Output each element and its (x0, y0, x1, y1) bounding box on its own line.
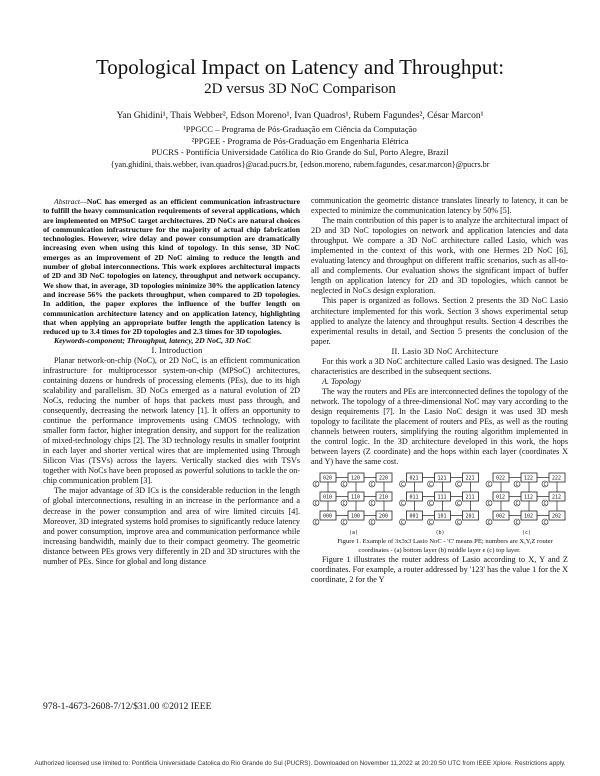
pe-label: C (401, 501, 405, 508)
router-address: 201 (465, 513, 475, 520)
router-address: 111 (437, 494, 447, 501)
section-heading: II. Lasio 3D NoC Architecture (391, 346, 499, 356)
abstract (43, 197, 300, 336)
router-address: 100 (351, 513, 361, 520)
isbn-footer: 978-1-4673-2608-7/12/$31.00 ©2012 IEEE (43, 701, 212, 712)
pe-label: C (370, 482, 374, 489)
pe-label: C (457, 482, 461, 489)
section-heading: I. Introduction (151, 345, 203, 355)
router-address: 101 (437, 513, 447, 520)
router-address: 000 (323, 513, 333, 520)
subsection-heading: A. Topology (322, 376, 361, 386)
router-address: 020 (323, 475, 333, 482)
affiliation-line: ¹PPGCC – Programa de Pós-Graduação em Ciência da Computação (183, 124, 417, 134)
router-address: 121 (437, 475, 447, 482)
pe-label: C (370, 520, 374, 527)
router-address: 010 (323, 494, 333, 501)
body-paragraph: For this work a 3D NoC architecture called Lasio was designed. The Lasio characteristics are described in the subsequent sections. (311, 356, 568, 376)
body-paragraph: This paper is organized as follows. Section 2 presents the 3D NoC Lasio architecture implemented for this work. Section 3 shows experimental setup applied to analyze the latency and throughput results. Section 4 describes the experimental results in detail, and Section 5 presents the conclusion of the paper. (311, 296, 568, 346)
router-address: 221 (465, 475, 475, 482)
pe-label: C (401, 520, 405, 527)
pe-label: C (429, 482, 433, 489)
author-list: Yan Ghidini¹, Thais Webber², Edson Moreno¹, Ivan Quadros¹, Rubem Fagundes², César Marcon¹ (116, 111, 484, 121)
panel-label: (a) (349, 530, 359, 537)
router-address: 222 (552, 475, 562, 482)
pe-label: C (457, 520, 461, 527)
affiliation-line: PUCRS - Pontifícia Universidade Católica do Rio Grande do Sul, Porto Alegre, Brazil (151, 147, 449, 157)
router-address: 220 (379, 475, 389, 482)
panel-label: (c) (522, 530, 532, 537)
noc-diagram (311, 470, 568, 536)
pe-label: C (429, 501, 433, 508)
pe-label: C (487, 520, 491, 527)
pe-label: C (457, 501, 461, 508)
figure-panel (486, 473, 565, 536)
figure-panel (400, 473, 479, 536)
figure-lasio-topology (311, 470, 568, 536)
panel-label: (b) (435, 530, 445, 537)
router-address: 001 (409, 513, 419, 520)
paper-subtitle: 2D versus 3D NoC Comparison (204, 81, 396, 97)
pe-label: C (543, 501, 547, 508)
router-address: 011 (409, 494, 419, 501)
body-paragraph: The major advantage of 3D ICs is the considerable reduction in the length of global interconnections, resulting in an increase in the performance and a decrease in the power consumption and area of wire limited circuits [4]. Moreover, 3D integrated systems hold promises to significantly reduce latency and power consumption, improve area and communication performance while increasing bandwidth, mainly due to their compact geometry. The geometric distance between PEs grows very differently in 2D and 3D structures with the number of PEs. Since for global and long distance (43, 486, 300, 566)
abstract-text: NoC has emerged as an efficient communication infrastructure to fulfill the heavy communication requirements of several applications, which are implemented on MPSoC target architectures. 2D NoCs are natural choices of communication infrastructure for the majority of actual chip fabrication technologies. However, wire delay and power consumption are dramatically increasing even when using this kind of topology. In this sense, 3D NoC emerges as an improvement of 2D NoC aiming to reduce the length and number of global interconnections. This work explores architectural impacts of 2D and 3D NoC topologies on latency, throughput and network occupancy. We show that, in average, 3D topologies minimize 30% the application latency and increase 56% the packets throughput, when compared to 2D topologies. In addition, the paper explores the influence of the buffer length on communication architecture latency and on application latency, highlighting that when applying an appropriate buffer length the application latency is reduced up to 3.4 times for 2D topologies and 2.3 times for 3D topologies. (43, 197, 300, 337)
router-address: 122 (524, 475, 534, 482)
pe-label: C (314, 501, 318, 508)
keywords: Keywords-component; Throughput, latency, 2D NoC, 3D NoC (54, 336, 251, 346)
left-column (43, 197, 300, 567)
author-emails: {yan.ghidini, thais.webber, ivan.quadros}@acad.pucrs.br, {edson.moreno, rubem.fagundes, cesar.marcon}@pucrs.br (110, 159, 490, 169)
body-paragraph: communication the geometric distance translates linearly to latency, it can be expected to minimize the communication latency by 50% [5]. (311, 196, 568, 216)
router-address: 002 (496, 513, 506, 520)
figure-panel (313, 473, 392, 536)
pe-label: C (543, 482, 547, 489)
pe-label: C (401, 482, 405, 489)
body-paragraph: Figure 1 illustrates the router address of Lasio according to X, Y and Z coordinates. For example, a router addressed by '123' has the value 1 for the X coordinate, 2 for the Y (311, 554, 568, 584)
pe-label: C (342, 520, 346, 527)
pe-label: C (543, 520, 547, 527)
router-address: 102 (524, 513, 534, 520)
router-address: 120 (351, 475, 361, 482)
router-address: 021 (409, 475, 419, 482)
pe-label: C (515, 501, 519, 508)
router-address: 022 (496, 475, 506, 482)
figure-caption: Figure 1. Example of 3x3x3 Lasio NoC - 'C' means PE; numbers are X,Y,Z router coordinates - (a) bottom layer (b) middle layer e (c) top layer. (337, 538, 553, 554)
right-column (311, 196, 568, 585)
pe-label: C (314, 482, 318, 489)
router-address: 212 (552, 494, 562, 501)
router-address: 110 (351, 494, 361, 501)
pe-label: C (429, 520, 433, 527)
affiliation-line: ²PPGEE - Programa de Pós-Graduação em Engenharia Elétrica (191, 135, 409, 146)
router-address: 211 (465, 494, 475, 501)
router-address: 202 (552, 513, 562, 520)
pe-label: C (342, 482, 346, 489)
pe-label: C (487, 482, 491, 489)
body-paragraph: The main contribution of this paper is to analyze the architectural impact of 2D and 3D NoC topologies on network and application latencies and data throughput. We compare a 3D NoC architecture called Lasio, which was implemented in the context of this work, with one Hermes 2D NoC [6], evaluating latency and throughput on different traffic scenarios, such as all-to-all and complements. Our evaluation shows the significant impact of buffer length on application latency for 2D and 3D topologies, which cannot be neglected in NoCs design exploration. (311, 216, 568, 296)
router-address: 112 (524, 494, 534, 501)
pe-label: C (370, 501, 374, 508)
pe-label: C (515, 520, 519, 527)
paper-title: Topological Impact on Latency and Throughput: (95, 55, 505, 79)
router-address: 210 (379, 494, 389, 501)
body-paragraph: The way the routers and PEs are interconnected defines the topology of the network. The topology of a three-dimensional NoC may vary according to the design requirements [7]. In the Lasio NoC design it was used 3D mesh topology to facilitate the placement of routers and PEs, as well as the routing channels between routers, simplifying the routing algorithm implemented in the control logic. In the 3D architecture developed in this work, the hops between layers (Z coordinate) and the hops within each layer (coordinates X and Y) have the same cost. (311, 386, 568, 467)
router-address: 200 (379, 513, 389, 520)
license-footer: Authorized licensed use limited to: Pontificia Universidade Catolica do Rio Grande do Sul (PUCRS). Downloaded on November 11,2022 at 20:20:50 UTC from IEEE Xplore. Restrictions apply. (34, 760, 566, 767)
body-paragraph: Planar network-on-chip (NoC), or 2D NoC, is an efficient communication infrastructure for multiprocessor system-on-chip (MPSoC) architectures, containing dozens or hundreds of processing elements (PEs), due to its high scalability and parallelism. 3D NoCs emerged as a natural evolution of 2D NoCs, reducing the number of hops that packets must pass through, and consequently, decreasing the network latency [1]. It offers an opportunity to continue the performance improvements using CMOS technology, with smaller form factor, higher integration density, and support for the realization of mixed-technology chips [2]. The 3D technology results in smaller footprint in each layer and shorter vertical wires that are implemented using Through Silicon Vias (TSVs) across the layers. Vertically stacked dies with TSVs together with NoCs have been proposed as powerful solutions to tackle the on-chip communication problem [3]. (43, 355, 300, 486)
pe-label: C (342, 501, 346, 508)
affiliations (0, 124, 600, 170)
pe-label: C (314, 520, 318, 527)
router-address: 012 (496, 494, 506, 501)
pe-label: C (515, 482, 519, 489)
abstract-lead: Abstract— (54, 197, 87, 206)
pe-label: C (487, 501, 491, 508)
